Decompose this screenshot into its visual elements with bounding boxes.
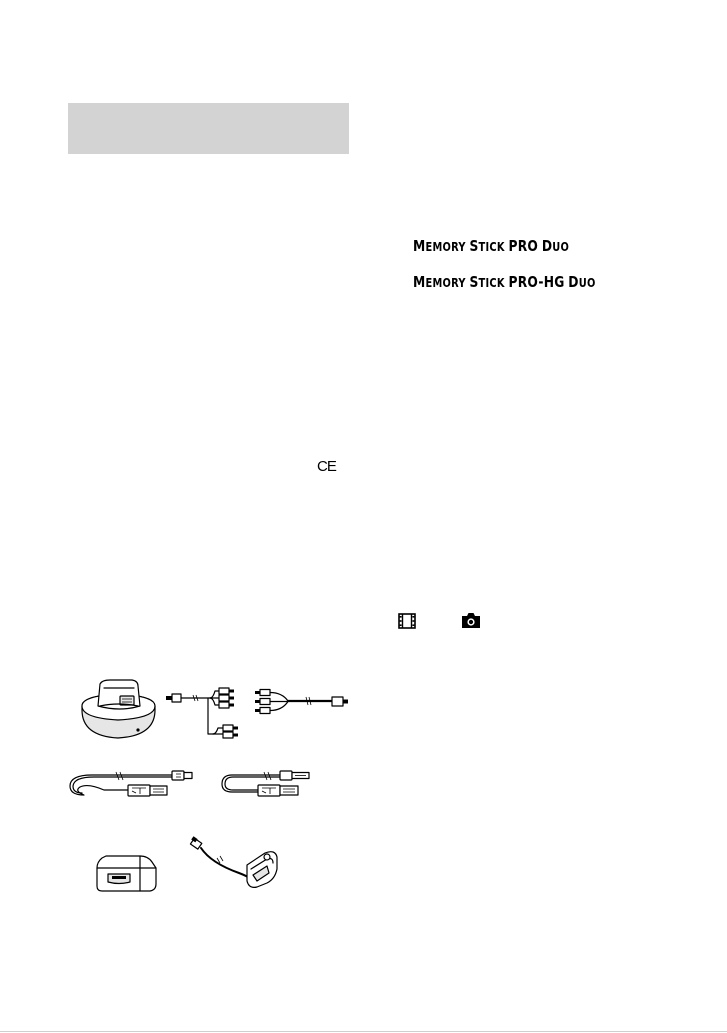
camera-icon (461, 612, 481, 629)
hdmi-cable-illustration (189, 835, 281, 897)
usb-connection-support-cable-illustration (218, 766, 318, 802)
component-av-cable-illustration (254, 686, 350, 718)
usb-cable-illustration (64, 766, 196, 802)
memory-stick-pro-hg-duo-logo: MEMORY STICK PRO-HG DUO (413, 273, 596, 291)
section-header-bar (68, 103, 349, 154)
handycam-station-illustration (80, 678, 158, 741)
memory-stick-pro-duo-logo: MEMORY STICK PRO DUO (413, 237, 570, 255)
av-cable-illustration (163, 684, 248, 742)
page-bottom-rule (0, 1031, 727, 1032)
movie-icon (398, 613, 416, 629)
ce-mark: CE (317, 458, 336, 475)
hdmi-adaptor-illustration (94, 854, 158, 894)
